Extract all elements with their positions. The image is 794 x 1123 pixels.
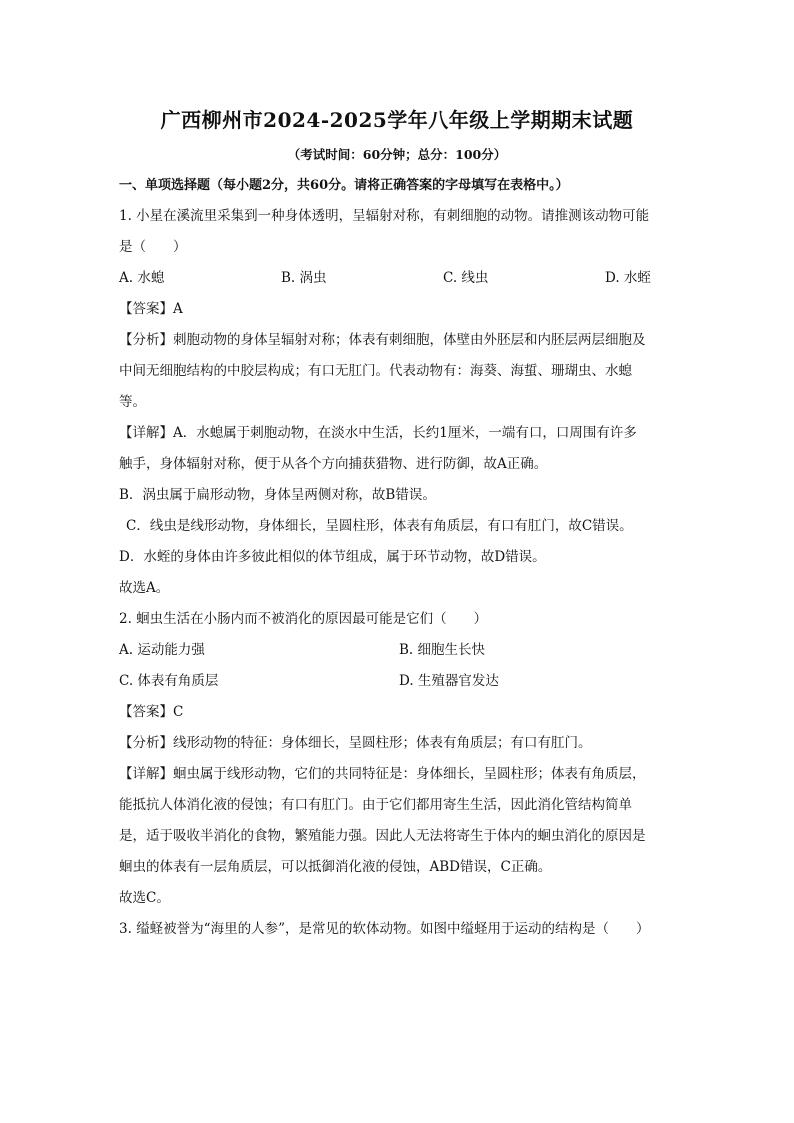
q2-options-row2 [119,666,679,697]
q2-options-row1 [119,635,679,666]
q1-stem-line1: 1. 小星在溪流里采集到一种身体透明，呈辐射对称，有刺细胞的动物。请推测该动物可能 [119,208,650,224]
q2-option-c: C. 体表有角质层 [119,673,219,689]
q1-analysis-line1: 【分析】刺胞动物的身体呈辐射对称；体表有刺细胞，体壁由外胚层和内胚层两层细胞及 [119,332,646,348]
q2-detail-line2: 能抵抗人体消化液的侵蚀；有口有肛门。由于它们都用寄生生活，因此消化管结构简单 [119,797,632,813]
q1-stem-line2: 是（ ） [119,239,187,255]
q2-conclusion: 故选C。 [119,890,170,906]
q1-detail-line4: C．线虫是线形动物，身体细长，呈圆柱形，体表有角质层，有口有肛门，故C错误。 [126,518,633,534]
q1-conclusion: 故选A。 [119,580,170,596]
q1-option-d: D. 水蛭 [605,270,651,286]
document-body [119,170,679,945]
q1-detail-line1: 【详解】A．水螅属于刺胞动物，在淡水中生活，长约1厘米，一端有口，口周围有许多 [119,425,637,441]
q1-detail-line2: 触手，身体辐射对称，便于从各个方向捕获猎物、进行防御，故A正确。 [119,456,548,472]
q1-options [119,263,679,294]
q1-answer: 【答案】A [119,301,183,317]
q2-answer: 【答案】C [119,704,184,720]
exam-info: （考试时间：60分钟；总分：100分） [287,147,507,162]
q3-stem: 3. 缢蛏被誉为“海里的人参”，是常见的软体动物。如图中缢蛏用于运动的结构是（ ） [119,921,650,937]
q1-option-a: A. 水螅 [119,270,165,286]
q1-option-c: C. 线虫 [443,270,489,286]
q2-detail-line3: 是，适于吸收半消化的食物，繁殖能力强。因此人无法将寄生于体内的蛔虫消化的原因是 [119,828,646,844]
q2-stem: 2. 蛔虫生活在小肠内而不被消化的原因最可能是它们（ ） [119,611,488,627]
q1-analysis-line3: 等。 [119,394,146,410]
q2-option-a: A. 运动能力强 [119,642,205,658]
q1-analysis-line2: 中间无细胞结构的中胶层构成；有口无肛门。代表动物有：海葵、海蜇、珊瑚虫、水螅 [119,363,632,379]
q2-option-b: B. 细胞生长快 [399,642,486,658]
q2-analysis: 【分析】线形动物的特征：身体细长，呈圆柱形；体表有角质层；有口有肛门。 [119,735,592,751]
q1-option-b: B. 涡虫 [281,270,327,286]
q2-detail-line1: 【详解】蛔虫属于线形动物，它们的共同特征是：身体细长，呈圆柱形；体表有角质层， [119,766,646,782]
q1-detail-line3: B．涡虫属于扁形动物，身体呈两侧对称，故B错误。 [119,487,436,503]
q1-detail-line5: D．水蛭的身体由许多彼此相似的体节组成，属于环节动物，故D错误。 [119,549,546,565]
q2-detail-line4: 蛔虫的体表有一层角质层，可以抵御消化液的侵蚀，ABD错误，C正确。 [119,859,552,875]
page-title: 广西柳州市2024-2025学年八年级上学期期末试题 [160,108,634,132]
q2-option-d: D. 生殖器官发达 [399,673,499,689]
section-title: 一、单项选择题（每小题2分，共60分。请将正确答案的字母填写在表格中。） [119,178,569,193]
